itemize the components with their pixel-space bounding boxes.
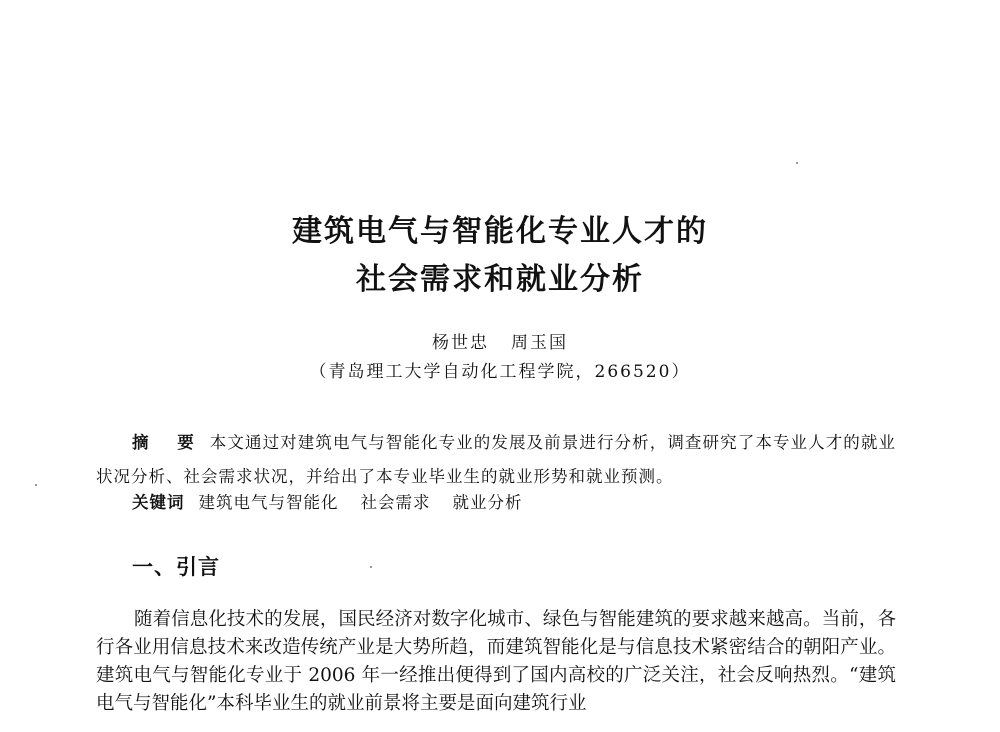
- keyword: 建筑电气与智能化: [198, 493, 339, 512]
- paper-affiliation: （青岛理工大学自动化工程学院，266520）: [309, 362, 691, 382]
- keyword: 社会需求: [360, 493, 431, 512]
- paper-title-line-1: 建筑电气与智能化专业人才的: [292, 214, 708, 249]
- paper-title-line-2: 社会需求和就业分析: [356, 262, 644, 297]
- author-name: 杨世忠: [432, 333, 489, 353]
- paper-authors: [0, 328, 1000, 353]
- keywords-line: [132, 489, 545, 513]
- intro-body: [96, 606, 896, 718]
- intro-paragraph: 随着信息化技术的发展，国民经济对数字化城市、绿色与智能建筑的要求越来越高。当前，各行各业用信息技术来改造传统产业是大势所趋，而建筑智能化是与信息技术紧密结合的朝阳产业。建筑电气与智能化专业于 2006 年一经推出便得到了国内高校的广泛关注，社会反响热烈。“建筑电气与智能化”本科毕业生的就业前景将主要是面向建筑行业: [96, 609, 896, 714]
- keywords-label: 关键词: [132, 493, 185, 512]
- abstract-text: 本文通过对建筑电气与智能化专业的发展及前景进行分析，调查研究了本专业人才的就业状况分析、社会需求状况，并给出了本专业毕业生的就业形势和就业预测。: [96, 433, 897, 486]
- scan-speck: [35, 484, 37, 486]
- author-name: 周玉国: [511, 333, 568, 353]
- abstract-label: 摘 要: [132, 433, 200, 452]
- scan-speck: [370, 566, 372, 568]
- scan-speck: [796, 162, 798, 164]
- abstract-block: [96, 426, 896, 494]
- keyword: 就业分析: [452, 493, 523, 512]
- section-heading: 一、引言: [132, 555, 220, 579]
